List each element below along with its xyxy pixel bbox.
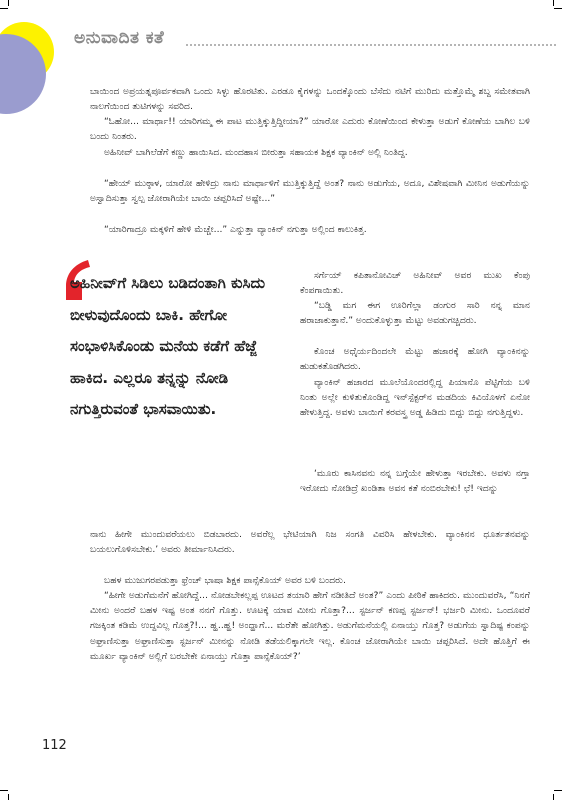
- header-divider: [186, 44, 556, 46]
- paragraph-13: “ಹೀಗೇ ಅಡುಗೆಮನೆಗೆ ಹೋಗಿದ್ದೆ... ನೋಡಬೇಕಲ್ಲಪ್ಪ ಊಟದ ತಯಾರಿ ಹೇಗೆ ನಡೀತಿದೆ ಅಂತ?” ಎಂದು ಪೀಠಿಕೆ ಹಾಕಿದರು. ಮುಂದುವರೆಸಿ, “ನಿನಗೆ ಮೀನು ಅಂದರೆ ಬಹಳ ಇಷ್ಟ ಅಂತ ನನಗೆ ಗೊತ್ತು. ಊಟಕ್ಕೆ ಯಾವ ಮೀನು ಗೊತ್ತಾ?... ಸ್ಟರ್ಜನ್ ಕಣಪ್ಪ ಸ್ಟರ್ಜನ್! ಭರ್ಜರಿ ಮೀನು. ಒಂದೂವರೆ ಗಜಕ್ಕಿಂತ ಕಡಿಮೆ ಉದ್ದವಿಲ್ಲ ಗೊತ್ತ?!... ಹ್ಹ..ಹ್ಹ! ಅಂದ್ಹಾಗೆ... ಮರೆತೇ ಹೋಗಿತ್ತು. ಅಡುಗೆಮನೆಯಲ್ಲಿ ಏನಾಯ್ತು ಗೊತ್ತ? ಅಡುಗೆಯ ಸ್ವಾದಿಷ್ಟ ಕಂಪನ್ನು ಅಘ್ರಾಣಿಸುತ್ತಾ ಅಘ್ರಾಣಿಸುತ್ತಾ ಸ್ಟರ್ಜನ್ ಮೀನನ್ನು ನೋಡಿ ತಡೆಯಲಿಕ್ಕಾಗಲೇ ಇಲ್ಲ. ಕೊಂಚ ಜೋರಾಗಿಯೇ ಬಾಯಿ ಚಪ್ಪರಿಸಿದೆ. ಅದೇ ಹೊತ್ತಿಗೆ ಈ ಮೂರ್ಖ ವ್ಯಾಂಕಿನ್ ಅಲ್ಲಿಗೆ ಬರಬೇಕೇ ಏನಾಯ್ತು ಗೊತ್ತಾ ಪಾನ್ಸೆಕೊಯ್?’: [90, 590, 530, 662]
- paragraph-1: ಬಾಯಿಂದ ಅಪ್ರಯತ್ನಪೂರ್ವಕವಾಗಿ ಒಂದು ಸಿಳ್ಳು ಹೊರಟಿತು. ಎರಡೂ ಕೈಗಳನ್ನು ಒಂದಕ್ಕೊಂದು ಬೆಸೆದು ನಟಿಗೆ ಮುರಿದು ಮತ್ತೊಮ್ಮೆ ಶಬ್ದ ಸಮೇತವಾಗಿ ನಾಲಗೆಯಿಂದ ತುಟಿಗಳನ್ನು ಸವರಿದ.: [90, 86, 530, 113]
- paragraph-2: “ಓಹೋ... ಮಾರ್ಥಾ!! ಯಾರಿಗಮ್ಮ ಈ ಪಾಟ ಮುತ್ತಿಕ್ಕುತ್ತಿದ್ದೀಯಾ?” ಯಾರೋ ಎದುರು ಕೋಣೆಯಿಂದ ಕೇಳುತ್ತಾ ಅಡುಗೆ ಕೋಣೆಯ ಬಾಗಿಲ ಬಳಿ ಬಂದು ನಿಂತರು.: [90, 116, 530, 143]
- paragraph-12: ಬಹಳ ಮುಜುಗರಪಡುತ್ತಾ ಫ್ರೆಂಚ್ ಭಾಷಾ ಶಿಕ್ಷಕ ಪಾನ್ಸೆಕೊಯ್ ಅವರ ಬಳಿ ಬಂದರು.: [104, 575, 346, 586]
- crop-mark-bottom-right-v: [553, 794, 554, 800]
- paragraph-5: “ಯಾರಿಗಾದ್ರೂ ಮಕ್ಕಳಿಗೆ ಹೇಳಿ ಮೆಚ್ಚೇ...” ಎನ್ನುತ್ತಾ ವ್ಯಾಂಕಿನ್ ನಗುತ್ತಾ ಅಲ್ಲಿಂದ ಕಾಲುಕಿತ್ತ.: [104, 224, 367, 235]
- paragraph-3: ಅಹಿನೀವ್ ಬಾಗಿಲೆಡೆಗೆ ಕಣ್ಣು ಹಾಯಿಸಿದ. ಮಂದಹಾಸ ಬೀರುತ್ತಾ ಸಹಾಯಕ ಶಿಕ್ಷಕ ವ್ಯಾಂಕಿನ್ ಅಲ್ಲಿ ನಿಂತಿದ್ದ.: [104, 147, 408, 158]
- section-title: ಅನುವಾದಿತ ಕತೆ: [74, 28, 165, 48]
- paragraph-10: ‘ಮೂರು ಕಾಸಿನವನು ನನ್ನ ಬಗ್ಗೆಯೇ ಹೇಳುತ್ತಾ ಇರಬೇಕು. ಅವಳು ನಗ್ತಾ ಇರೋದು ನೋಡಿದ್ರೆ ಖಂಡಿತಾ ಅವನ ಕತೆ ನಂಬಿರಬೇಕು! ಛೆ! ಇದನ್ನು: [300, 468, 530, 495]
- pull-quote: ಅಹಿನೀವ್‌ಗೆ ಸಿಡಿಲು ಬಡಿದಂತಾಗಿ ಕುಸಿದು ಬೀಳುವುದೊಂದು ಬಾಕಿ. ಹೇಗೋ ಸಂಭಾಳಿಸಿಕೊಂಡು ಮನೆಯ ಕಡೆಗೆ ಹೆಜ್ಜೆ ಹಾಕಿದ. ಎಲ್ಲರೂ ತನ್ನನ್ನು ನೋಡಿ ನಗುತ್ತಿರುವಂತೆ ಭಾಸವಾಯಿತು.: [70, 274, 265, 418]
- paragraph-11: ನಾನು ಹೀಗೇ ಮುಂದುವರೆಯಲು ಬಿಡಬಾರದು. ಅವರೆಲ್ಲ ಭೇಟಿಯಾಗಿ ನಿಜ ಸಂಗತಿ ವಿವರಿಸಿ ಹೇಳಬೇಕು. ವ್ಯಾಂಕಿನನ ಧೂರ್ತತನವನ್ನು ಬಯಲುಗೊಳಿಸಬೇಕು.’ ಅವರು ತೀರ್ಮಾನಿಸಿದರು.: [90, 529, 530, 556]
- crop-mark-bottom-left: [0, 790, 8, 791]
- paragraph-4: “ಹೇಯ್ ಮುಠ್ಠಾಳ, ಯಾರೋ ಹೇಳಿದ್ರು ನಾನು ಮಾರ್ಥಾಳಿಗೆ ಮುತ್ತಿಕ್ಕುತ್ತಿದ್ದೆ ಅಂತ? ನಾನು ಅಡುಗೆಯ, ಅದೂ, ವಿಶೇಷವಾಗಿ ಮೀನಿನ ಅಡುಗೆಯನ್ನು ಅಸ್ವಾದಿಸುತ್ತಾ ಸ್ವಲ್ಪ ಜೋರಾಗಿಯೇ ಬಾಯಿ ಚಪ್ಪರಿಸಿದೆ ಅಷ್ಟೇ...”: [90, 178, 530, 205]
- crop-mark-top-right-h: [554, 8, 562, 9]
- crop-mark-bottom-left-v: [8, 794, 9, 800]
- crop-mark-top-left: [0, 8, 8, 9]
- crop-mark-top-right: [553, 0, 554, 6]
- page-number: 112: [42, 738, 67, 753]
- paragraph-9: ವ್ಯಾಂಕಿನ್ ಹಜಾರದ ಮೂಲೆಯೊಂದರಲ್ಲಿದ್ದ ಪಿಯಾನೊ ಪೆಟ್ಟಿಗೆಯ ಬಳಿ ನಿಂತು ಅಲ್ಲೇ ಕುಳಿತುಕೊಂಡಿದ್ದ ಇನ್‌ಸ್ಪೆಕ್ಟರ್‌ನ ಮಡದಿಯ ಕಿವಿಯೊಳಗೆ ಏನೋ ಹೇಳುತ್ತಿದ್ದ. ಅವಳು ಬಾಯಿಗೆ ಕರವಸ್ತ್ರ ಅಡ್ಡ ಹಿಡಿದು ಬಿದ್ದು ಬಿದ್ದು ನಗುತ್ತಿದ್ದಳು.: [300, 377, 530, 419]
- paragraph-8: ಕೊಂಚ ಅಧೈರ್ಯದಿಂದಲೇ ಮೆಟ್ಟು ಹಜಾರಕ್ಕೆ ಹೋಗಿ ವ್ಯಾಂಕಿನನ್ನು ಹುಡುಕತೊಡಗಿದರು.: [300, 346, 530, 373]
- paragraph-6: ಸರ್ಗೆಯ್ ಕಪಿತಾನೋವಿಚ್ ಅಹಿನೀವ್ ಅವರ ಮುಖ ಕೆಂಪು ಕೆಂಪಗಾಯಿತು.: [300, 270, 530, 297]
- crop-mark-top-left-v: [8, 0, 9, 6]
- crop-mark-bottom-right: [554, 790, 562, 791]
- paragraph-7: “ಬಡ್ಡಿ ಮಗ ಈಗ ಊರಿಗೆಲ್ಲಾ ಡಂಗುರ ಸಾರಿ ನನ್ನ ಮಾನ ಹರಾಜಾಕುತ್ತಾನೆ.” ಅಂದುಕೊಳ್ಳುತ್ತಾ ಮೆಟ್ಟು ಅವಡುಗಚ್ಚಿದರು.: [300, 300, 530, 327]
